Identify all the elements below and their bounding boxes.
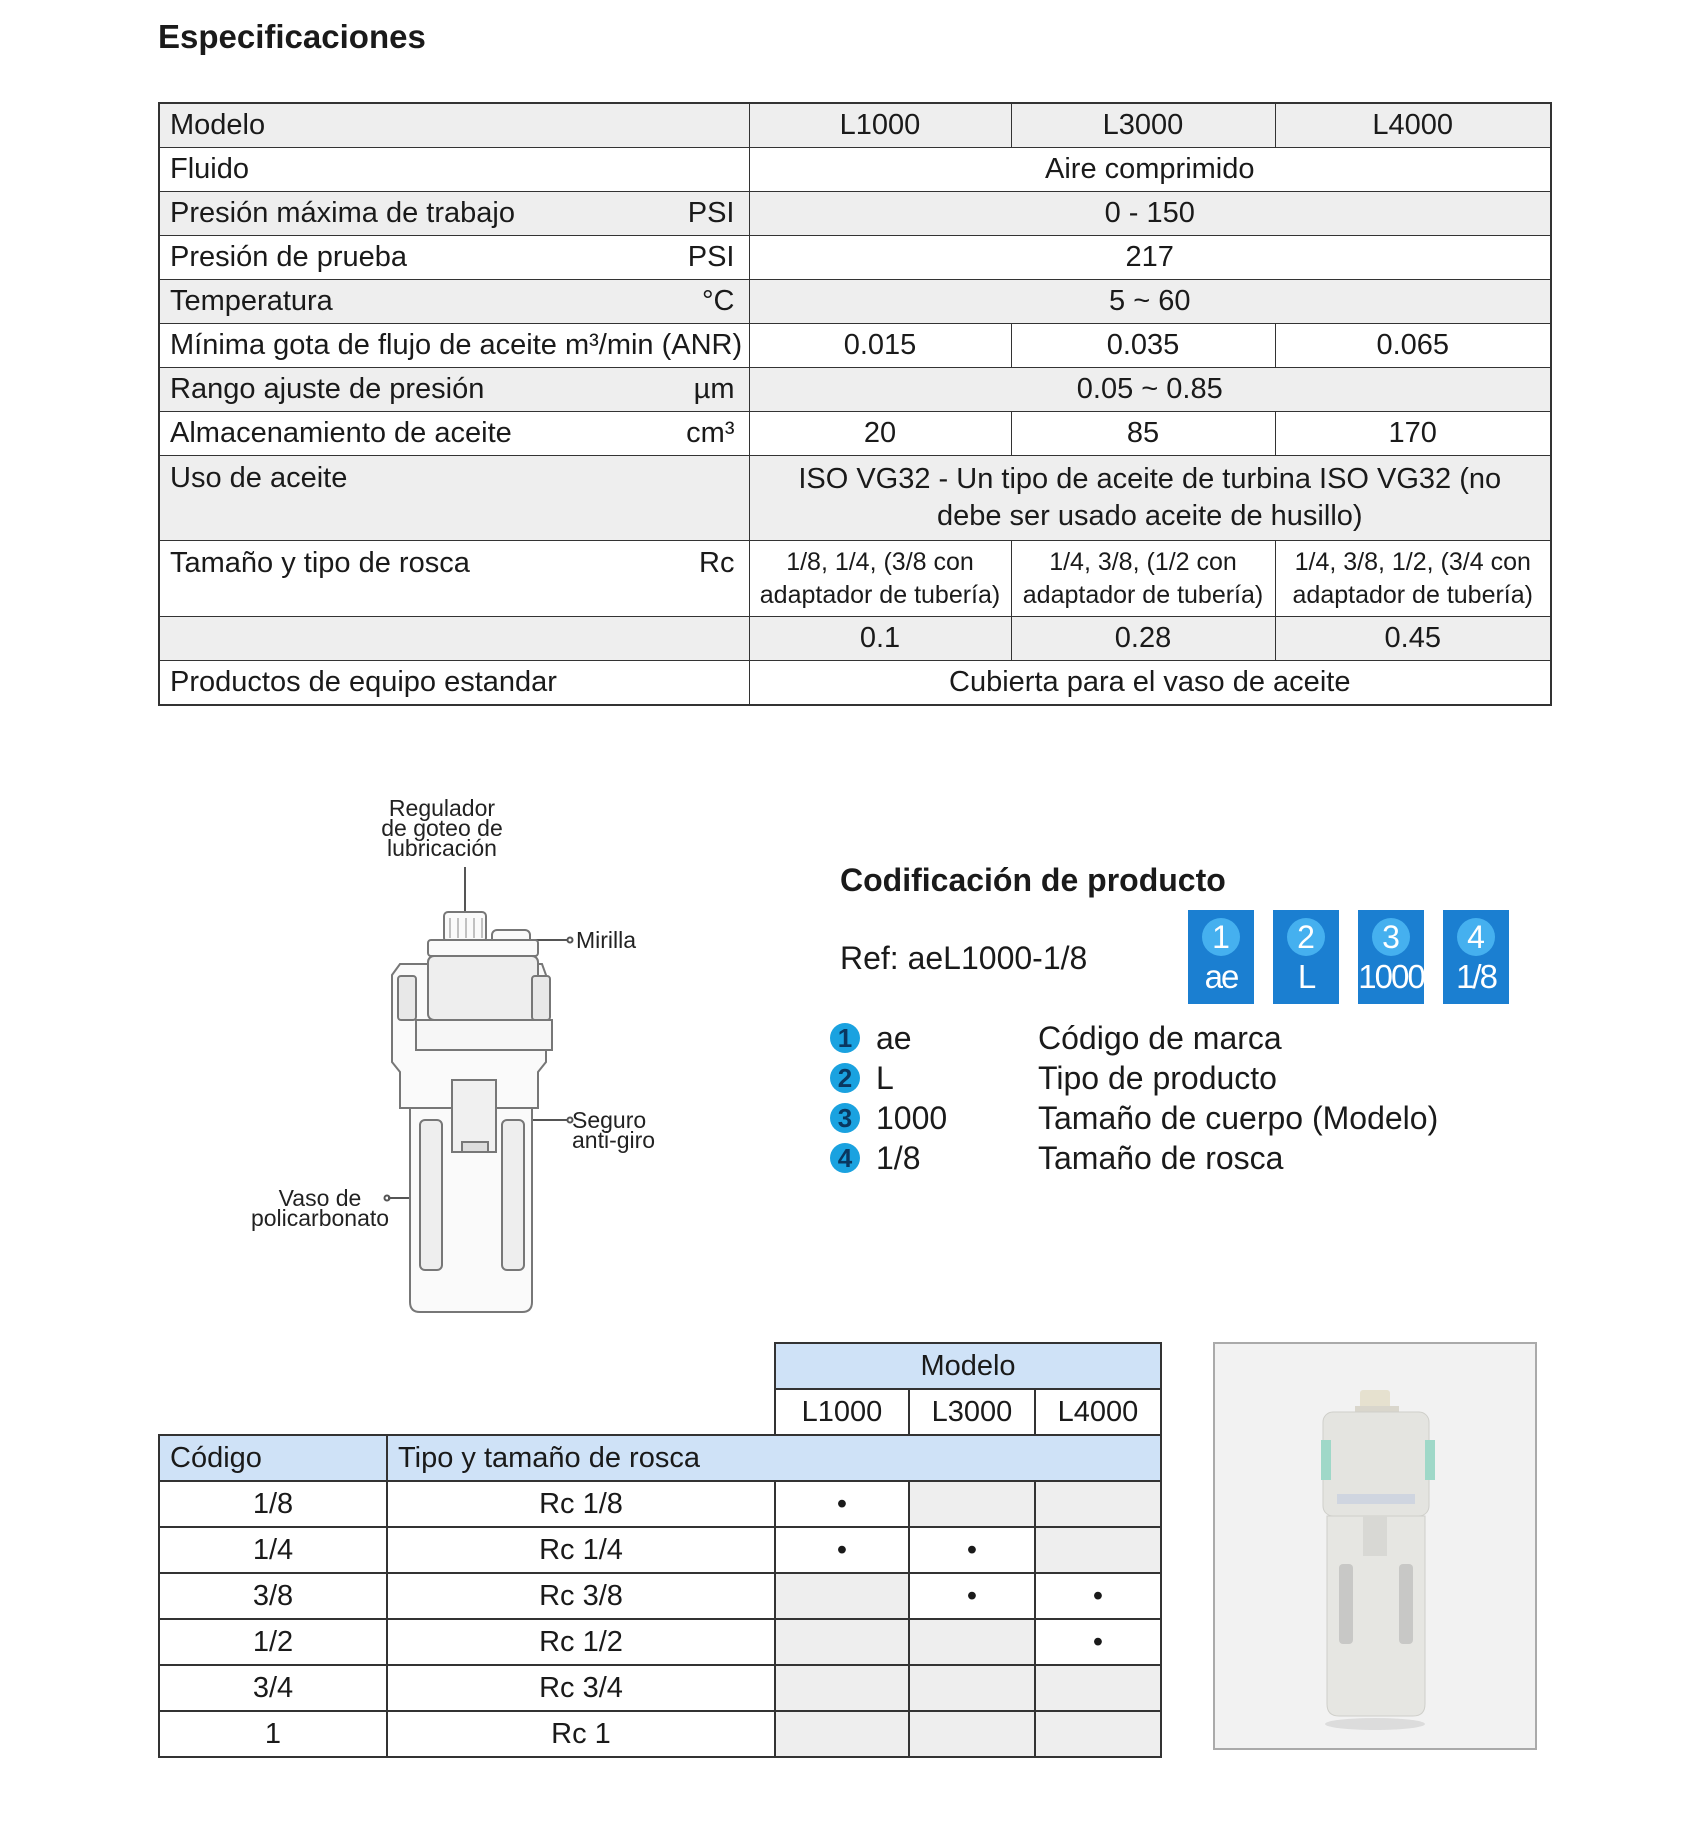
spec-value-line: adaptador de tubería): [1292, 580, 1533, 609]
coding-legend-item: [830, 1018, 1530, 1058]
availability-empty: [909, 1711, 1035, 1757]
spec-value-line: debe ser usado aceite de husillo): [936, 500, 1363, 532]
thread-row: [159, 1573, 1161, 1619]
spec-value-line: adaptador de tubería): [759, 580, 1001, 609]
availability-empty: [909, 1481, 1035, 1527]
callout-line: Regulador: [388, 795, 496, 821]
model-header: L1000: [749, 103, 1011, 148]
thread-code: 1/4: [159, 1527, 387, 1573]
legend-code: 1000: [876, 1100, 948, 1136]
thread-table-model-header-row: [159, 1343, 1161, 1389]
spec-value: 0.28: [1011, 617, 1275, 661]
spec-value: 85: [1011, 412, 1275, 456]
spec-row-min-drop: [159, 324, 1551, 368]
header-spacer: [159, 1343, 775, 1389]
legend-number-badge: 2: [830, 1063, 860, 1093]
spec-row-pressure-range: [159, 368, 1551, 412]
thread-row: [159, 1619, 1161, 1665]
spec-row-thread: [159, 541, 1551, 617]
coding-title: Codificación de producto: [840, 862, 1226, 898]
model-header: L4000: [1275, 103, 1551, 148]
model-header: L3000: [1011, 103, 1275, 148]
legend-description: Tamaño de cuerpo (Modelo): [1038, 1100, 1439, 1136]
spec-value: 217: [749, 236, 1551, 280]
availability-empty: [1035, 1527, 1161, 1573]
legend-description: Código de marca: [1038, 1020, 1282, 1056]
code-box-value: L: [1297, 958, 1315, 995]
thread-row: [159, 1665, 1161, 1711]
model-group-header: Modelo: [775, 1343, 1161, 1389]
spec-row-test-pressure: [159, 236, 1551, 280]
spec-value-line: ISO VG32 - Un tipo de aceite de turbina ISO VG32 (no: [798, 463, 1502, 495]
lubricator-photo-image: [1215, 1344, 1535, 1748]
spec-value: Aire comprimido: [749, 148, 1551, 192]
legend-number-badge: 3: [830, 1103, 860, 1133]
code-box-value: 1000: [1358, 958, 1424, 995]
legend-code: L: [876, 1060, 894, 1096]
model-header: L4000: [1035, 1389, 1161, 1435]
thread-type: Rc 3/8: [387, 1573, 775, 1619]
column-header-thread-type: Tipo y tamaño de rosca: [387, 1435, 1161, 1481]
spec-row-weight: [159, 617, 1551, 661]
spec-unit: PSI: [687, 241, 735, 273]
callout-line: anti-giro: [572, 1127, 656, 1153]
thread-code: 1/2: [159, 1619, 387, 1665]
legend-description: Tamaño de rosca: [1038, 1140, 1284, 1176]
availability-dot: •: [775, 1527, 909, 1573]
code-box: [1273, 910, 1339, 1004]
spec-value: 5 ~ 60: [749, 280, 1551, 324]
callout-sight-glass: Mirilla: [576, 927, 637, 953]
callout-bowl: [250, 1185, 390, 1231]
callout-anti-rotation: [572, 1107, 656, 1153]
legend-number-badge: 4: [830, 1143, 860, 1173]
spec-label: Rango ajuste de presión: [170, 373, 485, 405]
spec-unit: Rc: [699, 547, 735, 579]
lubricator-diagram: [240, 790, 680, 1320]
callout-line: Seguro: [572, 1107, 647, 1133]
spec-table: [158, 102, 1552, 706]
thread-code: 3/8: [159, 1573, 387, 1619]
code-box-value: 1/8: [1456, 958, 1496, 995]
spec-value: Cubierta para el vaso de aceite: [749, 661, 1551, 706]
availability-empty: [775, 1619, 909, 1665]
availability-dot: •: [909, 1527, 1035, 1573]
availability-empty: [1035, 1711, 1161, 1757]
spec-unit: °C: [701, 285, 735, 317]
availability-empty: [1035, 1665, 1161, 1711]
availability-empty: [775, 1711, 909, 1757]
availability-empty: [775, 1665, 909, 1711]
thread-table-body: [159, 1481, 1161, 1757]
legend-code: 1/8: [876, 1140, 921, 1176]
column-header-code: Código: [159, 1435, 387, 1481]
spec-value: [749, 541, 1011, 617]
availability-dot: •: [909, 1573, 1035, 1619]
code-box: [1358, 910, 1424, 1004]
spec-label: Modelo: [159, 103, 749, 148]
spec-label: Presión máxima de trabajo: [170, 197, 515, 229]
spec-label: Presión de prueba: [170, 241, 407, 273]
spec-row-standard-products: [159, 661, 1551, 706]
code-box: [1188, 910, 1254, 1004]
thread-table: [158, 1342, 1162, 1758]
availability-empty: [775, 1573, 909, 1619]
spec-value: [749, 456, 1551, 541]
spec-value: 0.015: [749, 324, 1011, 368]
thread-type: Rc 3/4: [387, 1665, 775, 1711]
thread-row: [159, 1711, 1161, 1757]
spec-label: Uso de aceite: [159, 456, 749, 541]
spec-value: 0.45: [1275, 617, 1551, 661]
spec-label-cell: [159, 280, 749, 324]
spec-label: Productos de equipo estandar: [159, 661, 749, 706]
spec-row-temperature: [159, 280, 1551, 324]
spec-value: [1275, 541, 1551, 617]
thread-type: Rc 1: [387, 1711, 775, 1757]
code-box: [1443, 910, 1509, 1004]
callout-line: Vaso de: [278, 1185, 362, 1211]
code-box-number: 1: [1202, 918, 1240, 956]
thread-type: Rc 1/4: [387, 1527, 775, 1573]
spec-value: 0.065: [1275, 324, 1551, 368]
code-box-number: 3: [1372, 918, 1410, 956]
callout-line: policarbonato: [250, 1205, 390, 1231]
availability-dot: •: [1035, 1619, 1161, 1665]
thread-table-header-row: [159, 1435, 1161, 1481]
availability-dot: •: [1035, 1573, 1161, 1619]
spec-label-cell: [159, 236, 749, 280]
availability-empty: [909, 1665, 1035, 1711]
thread-type: Rc 1/2: [387, 1619, 775, 1665]
callout-regulator: [372, 795, 512, 861]
spec-label-cell: [159, 412, 749, 456]
thread-type: Rc 1/8: [387, 1481, 775, 1527]
coding-legend-item: [830, 1098, 1530, 1138]
spec-row-fluid: [159, 148, 1551, 192]
availability-dot: •: [775, 1481, 909, 1527]
spec-label-cell: [159, 368, 749, 412]
coding-ref: Ref: aeL1000-1/8: [840, 940, 1088, 976]
spec-row-max-pressure: [159, 192, 1551, 236]
availability-empty: [1035, 1481, 1161, 1527]
thread-code: 3/4: [159, 1665, 387, 1711]
spec-row-oil-use: [159, 456, 1551, 541]
header-spacer: [159, 1389, 775, 1435]
spec-unit: µm: [693, 373, 735, 405]
thread-code: 1/8: [159, 1481, 387, 1527]
spec-label: Almacenamiento de aceite: [170, 417, 512, 449]
spec-label: [159, 617, 749, 661]
spec-label: Mínima gota de flujo de aceite m³/min (ANR): [159, 324, 749, 368]
spec-label: Temperatura: [170, 285, 333, 317]
code-box-value: ae: [1204, 958, 1238, 995]
coding-legend-item: [830, 1138, 1530, 1178]
spec-unit: cm³: [686, 417, 735, 449]
spec-value-line: adaptador de tubería): [1022, 580, 1264, 609]
spec-value-line: 1/4, 3/8, 1/2, (3/4 con: [1294, 547, 1531, 576]
spec-label-cell: [159, 192, 749, 236]
thread-row: [159, 1481, 1161, 1527]
product-photo: [1213, 1342, 1537, 1750]
model-header: L3000: [909, 1389, 1035, 1435]
spec-unit: PSI: [687, 197, 735, 229]
availability-empty: [909, 1619, 1035, 1665]
thread-table-models-row: [159, 1389, 1161, 1435]
spec-value: 0 - 150: [749, 192, 1551, 236]
spec-value: [1011, 541, 1275, 617]
spec-row-model: [159, 103, 1551, 148]
callout-line: de goteo de: [381, 815, 503, 841]
lubricator-drawing: [240, 790, 680, 1320]
thread-code: 1: [159, 1711, 387, 1757]
legend-code: ae: [876, 1020, 912, 1056]
thread-row: [159, 1527, 1161, 1573]
legend-number-badge: 1: [830, 1023, 860, 1053]
legend-description: Tipo de producto: [1038, 1060, 1277, 1096]
code-box-number: 2: [1287, 918, 1325, 956]
spec-value-line: 1/4, 3/8, (1/2 con: [1049, 547, 1237, 576]
callout-line: lubricación: [387, 835, 497, 861]
spec-value: 170: [1275, 412, 1551, 456]
spec-row-oil-storage: [159, 412, 1551, 456]
spec-value: 0.1: [749, 617, 1011, 661]
spec-value-line: 1/8, 1/4, (3/8 con: [786, 547, 974, 576]
spec-value: 20: [749, 412, 1011, 456]
spec-value: 0.05 ~ 0.85: [749, 368, 1551, 412]
model-header: L1000: [775, 1389, 909, 1435]
spec-value: 0.035: [1011, 324, 1275, 368]
spec-label: Tamaño y tipo de rosca: [170, 547, 470, 579]
spec-label-cell: [159, 541, 749, 617]
page-title: Especificaciones: [158, 18, 426, 55]
spec-label: Fluido: [159, 148, 749, 192]
coding-legend-item: [830, 1058, 1530, 1098]
code-box-number: 4: [1457, 918, 1495, 956]
